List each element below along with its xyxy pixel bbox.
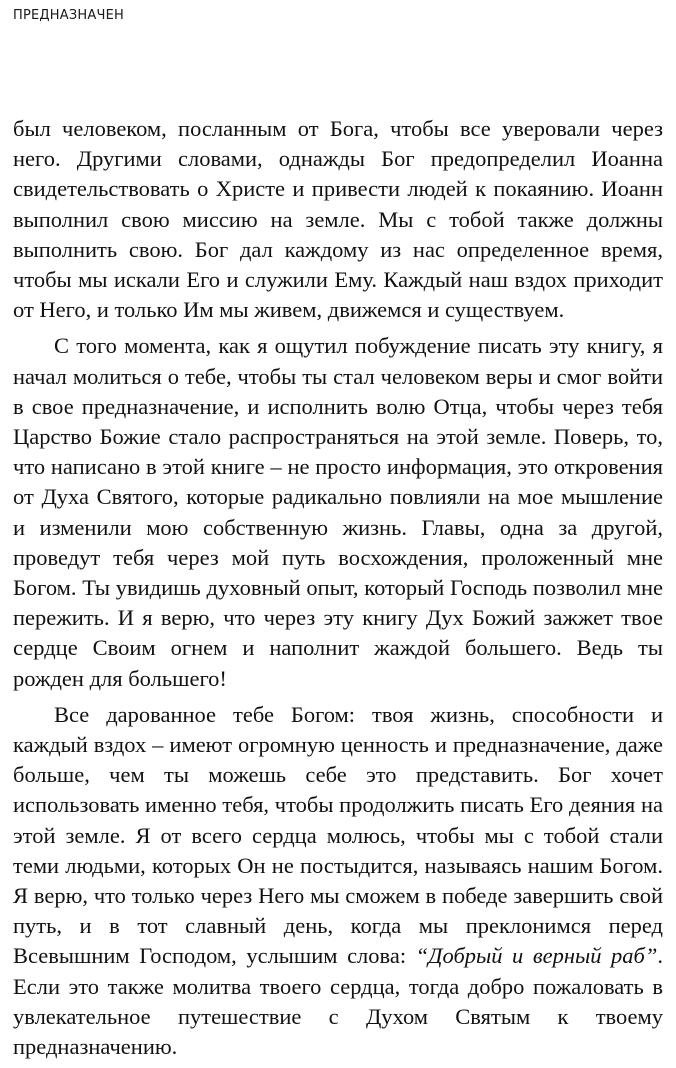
paragraph [13, 700, 663, 1062]
italic-quote: “Добрый и верный раб” [415, 943, 658, 969]
paragraph: С того момента, как я ощутил побуждение писать эту книгу, я начал молиться о тебе, чтобы ты стал человеком веры и смог войти в свое предназначение, и исполнить волю Отца, чтобы через тебя Царство Божие стало распространяться на этой земле. Поверь, то, что написано в этой книге – не просто информация, это откровения от Духа Святого, которые радикально повлияли на мое мышление и изменили мою собственную жизнь. Главы, одна за другой, проведут тебя через мой путь восхождения, проложенный мне Богом. Ты увидишь духовный опыт, который Господь позволил мне пережить. И я верю, что через эту книгу Дух Божий зажжет твое сердце Своим огнем и наполнит жаждой большего. Ведь ты рожден для большего! [13, 333, 663, 691]
running-header: ПРЕДНАЗНАЧЕН [13, 8, 124, 23]
paragraph-text: Все дарованное тебе Богом: твоя жизнь, способности и каждый вздох – имеют огромную ценность и предназначение, даже больше, чем ты можешь себе это представить. Бог хочет использовать именно тебя, чтобы продолжить писать Его деяния на этой земле. Я от всего сердца молюсь, чтобы мы с тобой стали теми людьми, которых Он не постыдится, называясь нашим Богом. Я верю, что только через Него мы сможем в победе завершить свой путь, и в тот славный день, когда мы преклонимся перед Всевышним Господом, услышим слова: [13, 701, 663, 969]
paragraph-continuation: был человеком, посланным от Бога, чтобы все уверовали через него. Другими словами, однажды Бог предопределил Иоанна свидетельствовать о Христе и привести людей к покаянию. Иоанн выполнил свою миссию на земле. Мы с тобой также должны выполнить свою. Бог дал каждому из нас определенное время, чтобы мы искали Его и служили Ему. Каждый наш вздох приходит от Него, и только Им мы живем, движемся и существуем. [13, 116, 663, 323]
page-body [13, 114, 663, 1068]
paragraph-text: . Если это также молитва твоего сердца, тогда добро пожаловать в увлекательное путешествие с Духом Святым к твоему предназначению. [13, 943, 663, 1060]
